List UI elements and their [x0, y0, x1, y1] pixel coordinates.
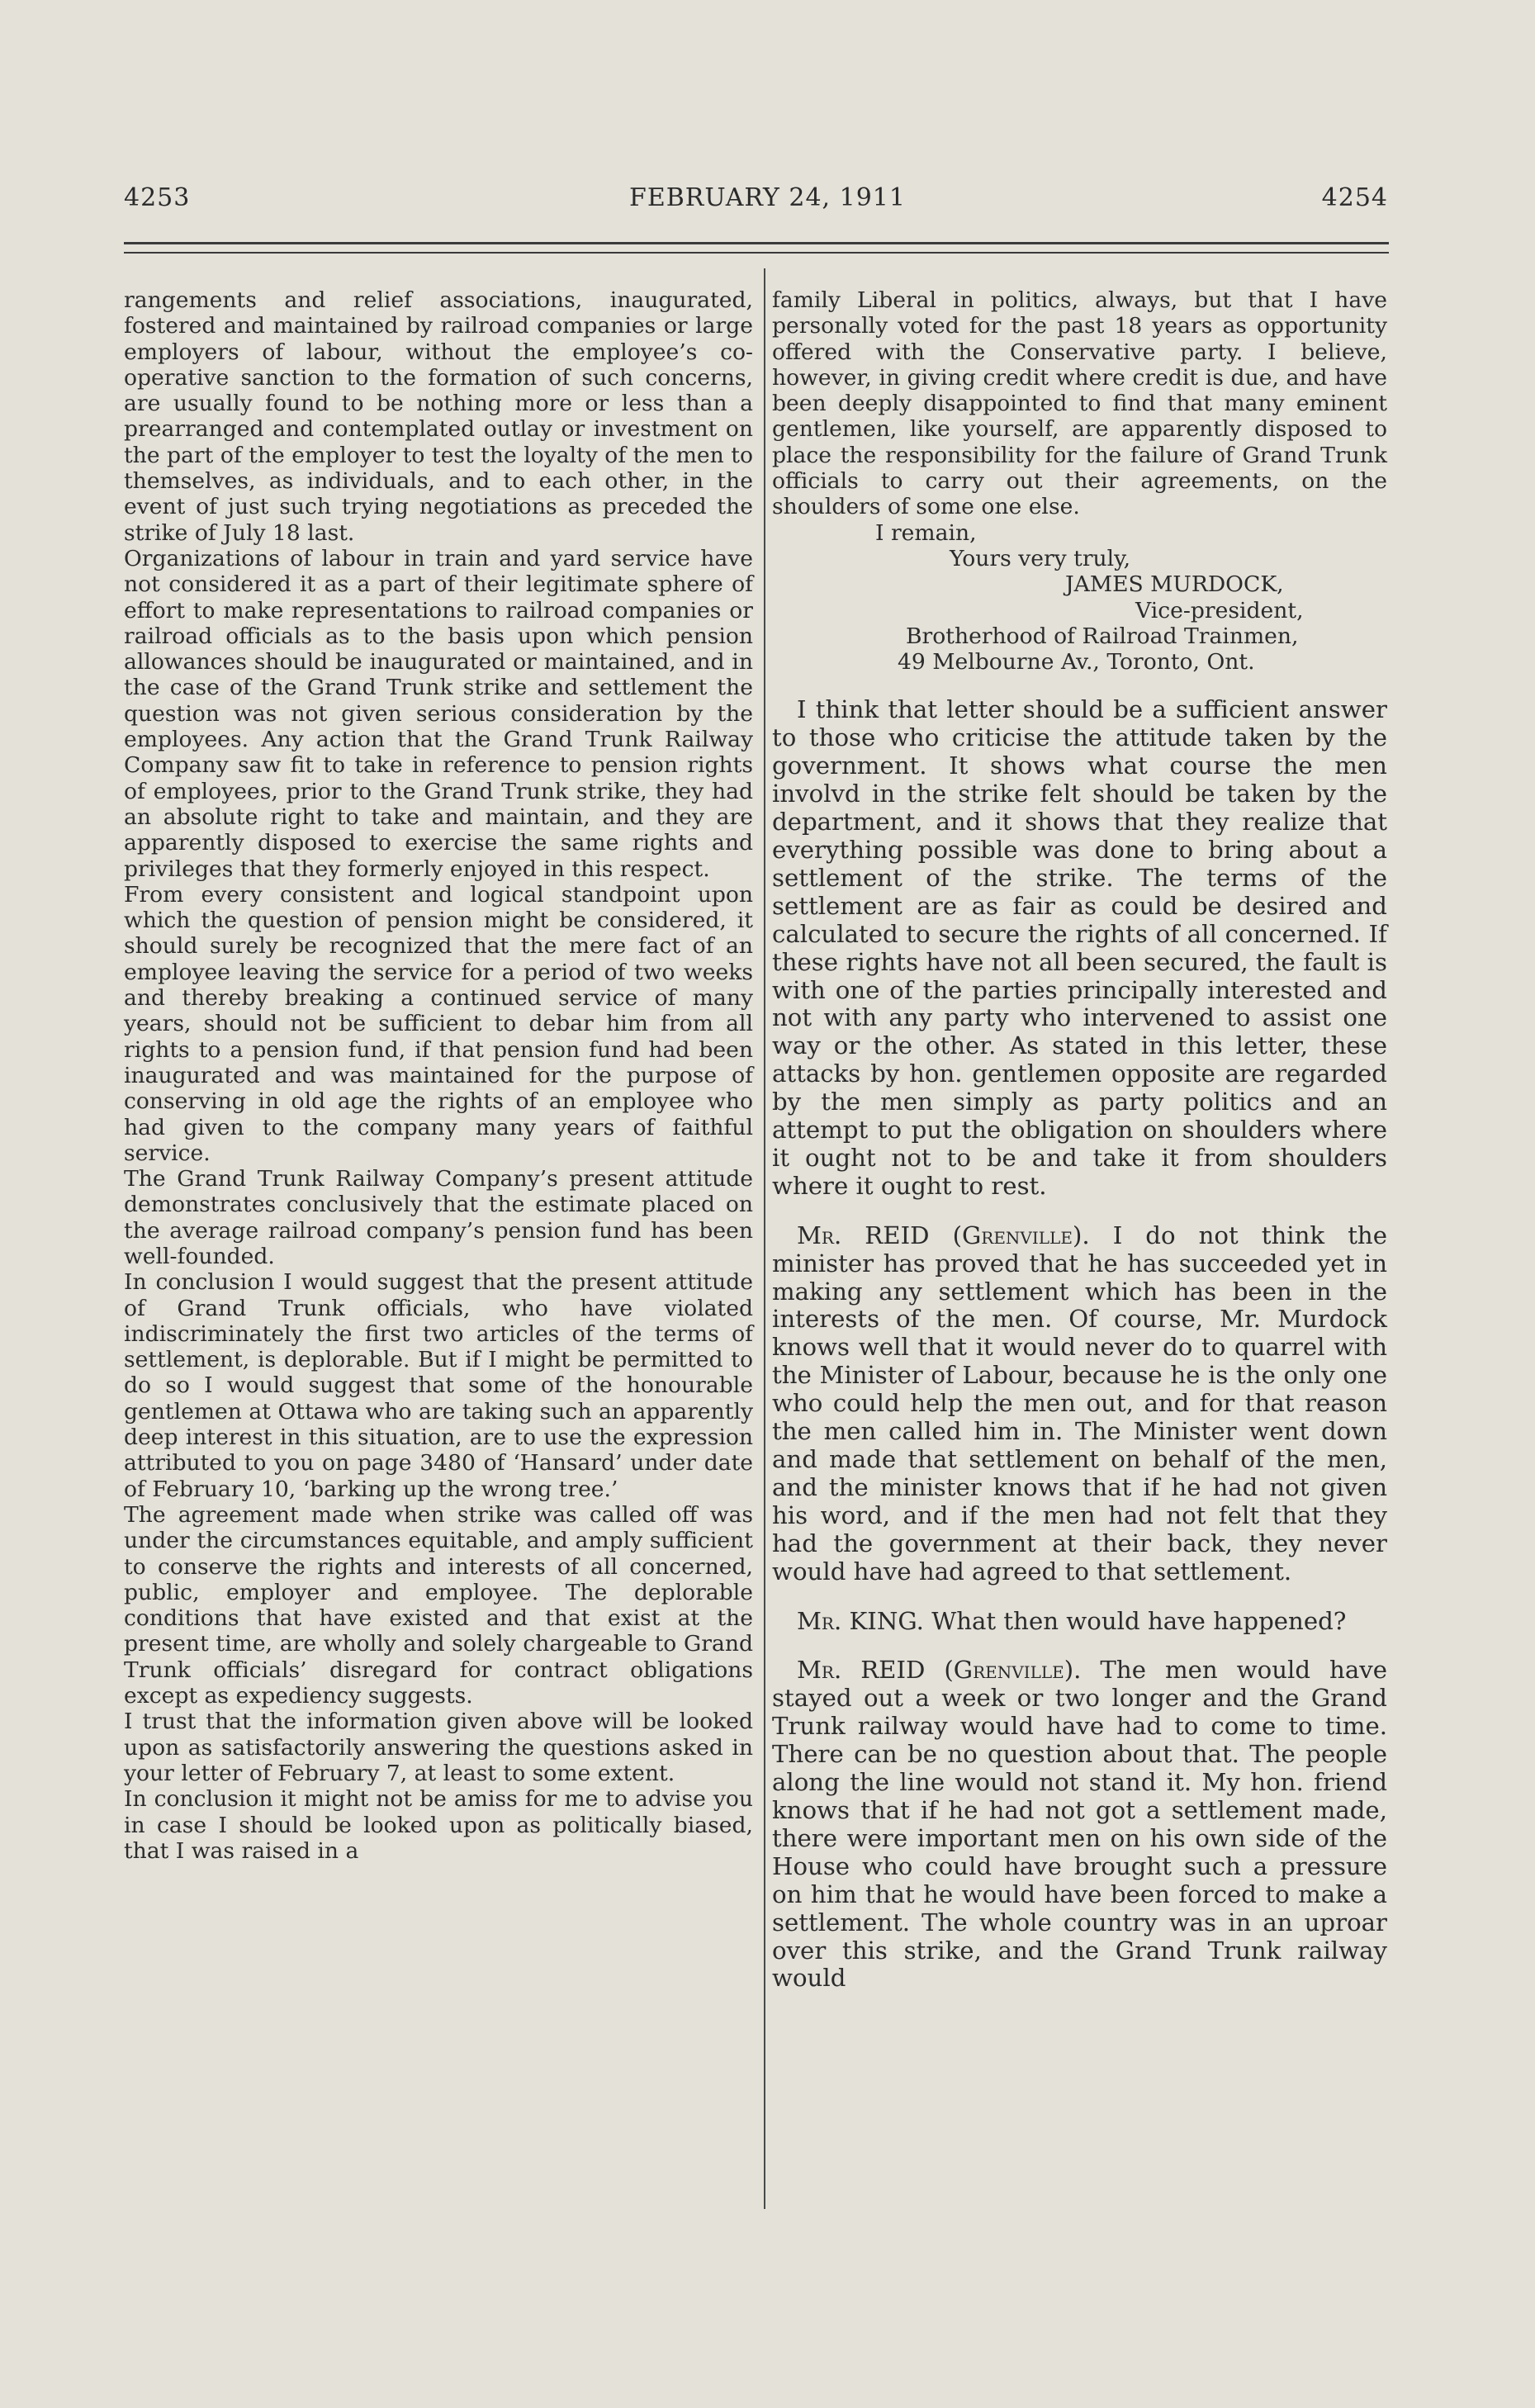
- header-rule-bottom: [124, 252, 1389, 254]
- letter-paragraph: From every consistent and logical standpoint upon which the question of pension might be considered, it should surely be recognized that the mere fact of an employee leaving the service for a period of two weeks and thereby breaking a continued service of many years, should not be sufficient to debar him from all rights to a pension fund, if that pension fund had been inaugurated and was maintained for the purpose of conserving in old age the rights of an employee who had given to the company many years of faithful service.: [124, 881, 753, 1166]
- letter-paragraph: The agreement made when strike was called off was under the circumstances equitable, and amply sufficient to conserve the rights and interests of all concerned, public, employer and employee. The deplorable conditions that have existed and that exist at the present time, are wholly and solely chargeable to Grand Trunk officials’ disregard for contract obligations except as expediency suggests.: [124, 1501, 753, 1709]
- speech-paragraph: [772, 1608, 1387, 1636]
- speaker-name: Mr. KING.: [797, 1606, 924, 1635]
- signature-address: 49 Melbourne Av., Toronto, Ont.: [898, 649, 1255, 675]
- right-page-number: 4254: [1321, 183, 1388, 212]
- signature-name: JAMES MURDOCK,: [1065, 571, 1284, 598]
- right-column: [772, 287, 1387, 1993]
- speech-paragraph: [772, 1657, 1387, 1993]
- letter-paragraph: Organizations of labour in train and yard service have not considered it as a part of their legitimate sphere of effort to make representations to railroad companies or railroad officials as to the basis upon which pension allowances should be inaugurated or maintained, and in the case of the Grand Trunk strike and settlement the question was not given serious consideration by the employees. Any action that the Grand Trunk Railway Company saw fit to take in reference to pension rights of employees, prior to the Grand Trunk strike, they had an absolute right to take and maintain, and they are apparently disposed to exercise the same rights and privileges that they formerly enjoyed in this respect.: [124, 545, 753, 882]
- left-page-number: 4253: [124, 183, 191, 212]
- letter-paragraph: The Grand Trunk Railway Company’s present attitude demonstrates conclusively that the estimate placed on the average railroad company’s pension fund has been well-founded.: [124, 1166, 753, 1269]
- signature-salutation: Yours very truly,: [950, 545, 1131, 571]
- signature-closing: I remain,: [875, 519, 977, 546]
- letter-signature: [772, 520, 1387, 675]
- signature-organization: Brotherhood of Railroad Trainmen,: [906, 623, 1299, 649]
- speech-text: I think that letter should be a sufficient answer to those who criticise the attitude taken by the government. It shows what course the men involvd in the strike felt should be taken by the department, and it shows that they realize that everything possible was done to bring about a settlement of the strike. The terms of the settlement are as fair as could be desired and calculated to secure the rights of all concerned. If these rights have not all been secured, the fault is with one of the parties principally interested and not with any party who intervened to assist one way or the other. As stated in this letter, these attacks by hon. gentlemen opposite are regarded by the men simply as party politics and an attempt to put the obligation on shoulders where it ought not to be and take it from shoulders where it ought to rest.: [772, 695, 1387, 1200]
- signature-title: Vice-president,: [1135, 597, 1304, 623]
- letter-paragraph: I trust that the information given above will be looked upon as satisfactorily answering the questions asked in your letter of February 7, at least to some extent.: [124, 1709, 753, 1786]
- header-rule-top: [124, 242, 1389, 244]
- letter-paragraph: In conclusion it might not be amiss for me to advise you in case I should be looked upon as politically biased, that I was raised in a: [124, 1786, 753, 1864]
- speech-text: What then would have happened?: [931, 1606, 1347, 1635]
- speech-text: The men would have stayed out a week or two longer and the Grand Trunk railway would have had to come to time. There can be no question about that. The people along the line would not stand it. My hon. friend knows that if he had not got a settlement made, there were important men on his own side of the House who could have brought such a pressure on him that he would have been forced to make a settlement. The whole country was in an uproar over this strike, and the Grand Trunk railway would: [772, 1656, 1387, 1993]
- speech-paragraph: [772, 696, 1387, 1200]
- letter-paragraph: In conclusion I would suggest that the present attitude of Grand Trunk officials, who have violated indiscriminately the first two articles of the terms of settlement, is deplorable. But if I might be permitted to do so I would suggest that some of the honourable gentlemen at Ottawa who are taking such an apparently deep interest in this situation, are to use the expression attributed to you on page 3480 of ‘Hansard’ under date of February 10, ‘barking up the wrong tree.’: [124, 1269, 753, 1502]
- left-column: [124, 287, 753, 1864]
- speech-text: I do not think the minister has proved that he has succeeded yet in making any settlement which has been in the interests of the men. Of course, Mr. Murdock knows well that it would never do to quarrel with the Minister of Labour, because he is the only one who could help the men out, and for that reason the men called him in. The Minister went down and made that settlement on behalf of the men, and the minister knows that if he had not given his word, and if the men had not felt that they had the government at their back, they never would have had agreed to that settlement.: [772, 1221, 1387, 1586]
- page-date: FEBRUARY 24, 1911: [629, 183, 906, 212]
- letter-paragraph: rangements and relief associations, inaugurated, fostered and maintained by railroad companies or large employers of labour, without the employee’s co-operative sanction to the formation of such concerns, are usually found to be nothing more or less than a prearranged and contemplated outlay or investment on the part of the employer to test the loyalty of the men to themselves, as individuals, and to each other, in the event of just such trying negotiations as preceded the strike of July 18 last.: [124, 287, 753, 546]
- speaker-name: Mr. REID (Grenville).: [797, 1221, 1090, 1249]
- letter-continuation: family Liberal in politics, always, but that I have personally voted for the past 18 years as opportunity offered with the Conservative party. I believe, however, in giving credit where credit is due, and have been deeply disappointed to find that many eminent gentlemen, like yourself, are apparently disposed to place the responsibility for the failure of Grand Trunk officials to carry out their agreements, on the shoulders of some one else.: [772, 287, 1387, 520]
- speech-paragraph: [772, 1222, 1387, 1586]
- speaker-name: Mr. REID (Grenville).: [797, 1656, 1082, 1685]
- column-divider: [764, 268, 765, 2209]
